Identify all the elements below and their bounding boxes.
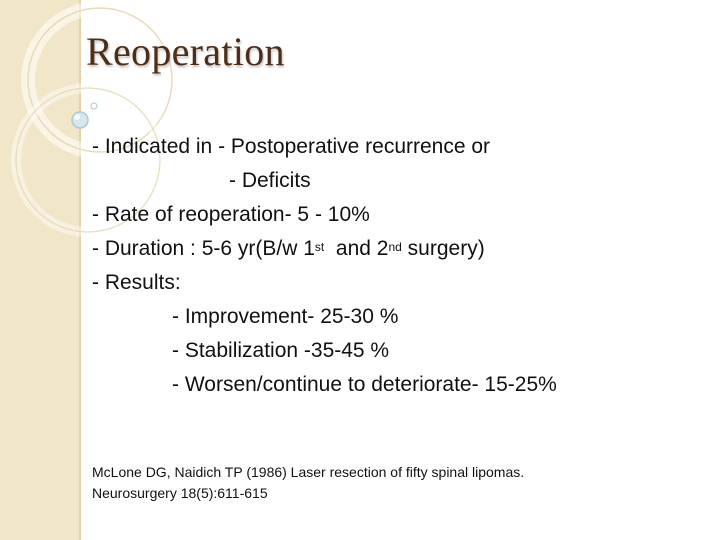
blue-bubble	[72, 112, 88, 128]
citation	[92, 462, 712, 504]
duration-sup-nd: nd	[388, 240, 402, 254]
result-improvement: - Improvement- 25-30 %	[172, 305, 399, 328]
duration-part1: - Duration : 5-6 yr(B/w 1	[92, 237, 315, 260]
blue-bubble-highlight	[74, 114, 80, 120]
result-stabilization: - Stabilization -35-45 %	[172, 339, 390, 362]
citation-line-1: McLone DG, Naidich TP (1986) Laser resection of fifty spinal lipomas.	[92, 464, 525, 480]
small-bubble	[91, 103, 97, 109]
indication-line	[92, 130, 702, 164]
results-label: - Results:	[92, 271, 181, 294]
duration-sup-st: st	[314, 240, 325, 254]
indication-deficits-line: - Deficits	[229, 169, 311, 192]
citation-line-2: Neurosurgery 18(5):611-615	[92, 485, 268, 501]
slide-title: Reoperation	[86, 29, 285, 74]
result-worsen: - Worsen/continue to deteriorate- 15-25%	[172, 373, 557, 396]
duration-part2: and 2	[324, 237, 389, 260]
indication-prefix: - Indicated in -	[92, 135, 231, 158]
duration-part3: surgery)	[401, 237, 485, 260]
indication-first: Postoperative recurrence or	[230, 135, 491, 158]
rate-line: - Rate of reoperation- 5 - 10%	[92, 203, 370, 226]
duration-line	[92, 232, 702, 266]
slide-body	[92, 130, 702, 402]
